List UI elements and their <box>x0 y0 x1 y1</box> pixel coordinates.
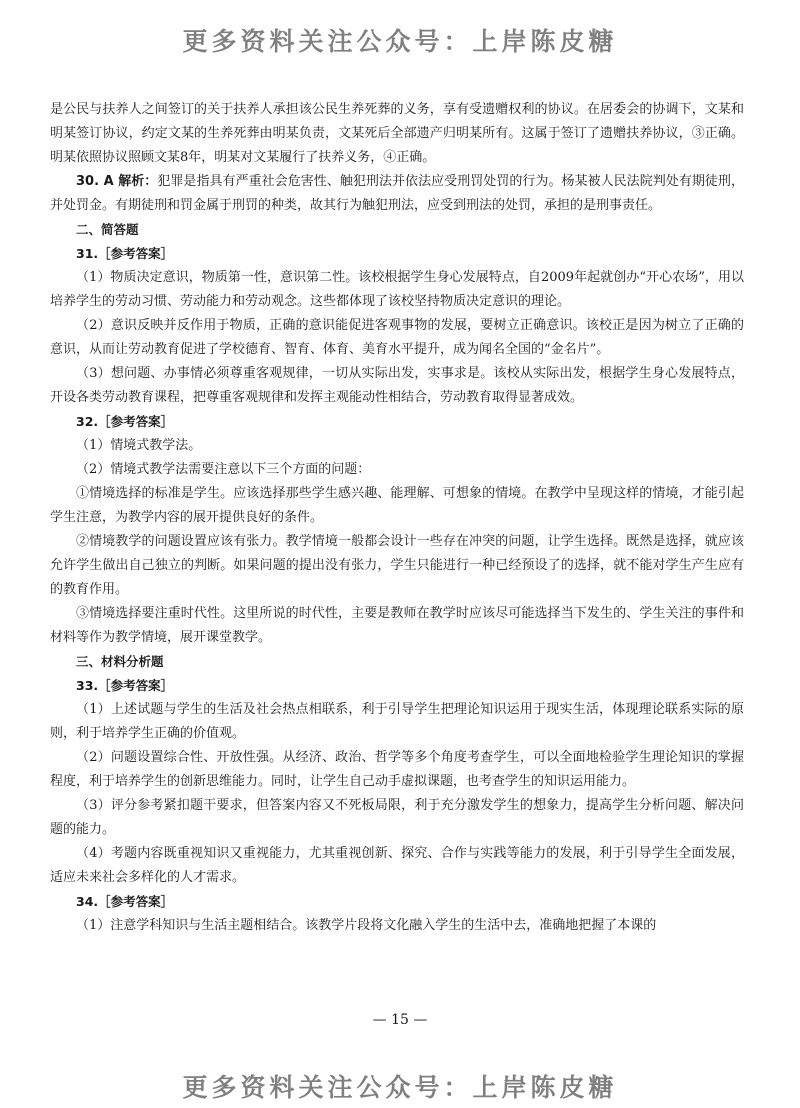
section-heading: 32.［参考答案］ <box>76 414 174 429</box>
document-body <box>50 98 744 938</box>
page-number: — 15 — <box>372 1012 428 1028</box>
answer-paragraph <box>50 170 744 218</box>
body-paragraph: （1）上述试题与学生的生活及社会热点相联系，利于引导学生把理论知识运用于现实生活，体现理论联系实际的原则，利于培养学生正确的价值观。 <box>50 702 744 741</box>
section-heading: 二、简答题 <box>76 222 139 237</box>
answer-number: 30. A <box>76 174 119 189</box>
body-paragraph: ①情境选择的标准是学生。应该选择那些学生感兴趣、能理解、可想象的情境。在教学中呈现这样的情境，才能引起学生注意，为教学内容的展开提供良好的条件。 <box>50 486 744 525</box>
section-heading: 三、材料分析题 <box>76 654 164 669</box>
section-heading: 31.［参考答案］ <box>76 246 174 261</box>
body-paragraph: ③情境选择要注重时代性。这里所说的时代性，主要是教师在教学时应该尽可能选择当下发生的、学生关注的事件和材料等作为教学情境，展开课堂教学。 <box>50 606 744 645</box>
watermark-top: 更多资料关注公众号：上岸陈皮糖 <box>182 27 618 56</box>
section-heading: 34.［参考答案］ <box>76 894 174 909</box>
body-paragraph: 是公民与扶养人之间签订的关于扶养人承担该公民生养死葬的义务，享有受遗赠权利的协议。在居委会的协调下，文某和明某签订协议，约定文某的生养死葬由明某负责，文某死后全部遗产归明某所有。这属于签订了遗赠扶养协议，③正确。明某依照协议照顾文某8年，明某对文某履行了扶养义务，④正确。 <box>50 102 744 165</box>
body-paragraph: （1）情境式教学法。 <box>76 438 202 453</box>
answer-label: 解析： <box>118 174 158 189</box>
answer-text: 犯罪是指具有严重社会危害性、触犯刑法并依法应受刑罚处罚的行为。杨某被人民法院判处有期徒刑，并处罚金。有期徒刑和罚金属于刑罚的种类，故其行为触犯刑法，应受到刑法的处罚，承担的是刑事责任。 <box>50 174 744 213</box>
body-paragraph: （1）注意学科知识与生活主题相结合。该教学片段将文化融入学生的生活中去，准确地把握了本课的 <box>76 918 657 933</box>
body-paragraph: （2）情境式教学法需要注意以下三个方面的问题： <box>76 462 371 477</box>
watermark-bottom: 更多资料关注公众号：上岸陈皮糖 <box>182 1073 618 1102</box>
body-paragraph: （4）考题内容既重视知识又重视能力，尤其重视创新、探究、合作与实践等能力的发展，利于引导学生全面发展，适应未来社会多样化的人才需求。 <box>50 846 744 885</box>
body-paragraph: （2）问题设置综合性、开放性强。从经济、政治、哲学等多个角度考查学生，可以全面地检验学生理论知识的掌握程度，利于培养学生的创新思维能力。同时，让学生自己动手虚拟课题，也考查学生的知识运用能力。 <box>50 750 744 789</box>
section-heading: 33.［参考答案］ <box>76 678 174 693</box>
body-paragraph: （3）想问题、办事情必须尊重客观规律，一切从实际出发，实事求是。该校从实际出发，根据学生身心发展特点，开设各类劳动教育课程，把尊重客观规律和发挥主观能动性相结合，劳动教育取得显著成效。 <box>50 366 744 405</box>
body-paragraph: （3）评分参考紧扣题干要求，但答案内容又不死板局限，利于充分激发学生的想象力，提高学生分析问题、解决问题的能力。 <box>50 798 744 837</box>
body-paragraph: （1）物质决定意识，物质第一性，意识第二性。该校根据学生身心发展特点，自2009年起就创办“开心农场”，用以培养学生的劳动习惯、劳动能力和劳动观念。这些都体现了该校坚持物质决定意识的理论。 <box>50 270 744 309</box>
body-paragraph: （2）意识反映并反作用于物质，正确的意识能促进客观事物的发展，要树立正确意识。该校正是因为树立了正确的意识，从而让劳动教育促进了学校德育、智育、体育、美育水平提升，成为闻名全国的“金名片”。 <box>50 318 744 357</box>
body-paragraph: ②情境教学的问题设置应该有张力。教学情境一般都会设计一些存在冲突的问题，让学生选择。既然是选择，就应该允许学生做出自己独立的判断。如果问题的提出没有张力，学生只能进行一种已经预设了的选择，就不能对学生产生应有的教育作用。 <box>50 534 744 597</box>
